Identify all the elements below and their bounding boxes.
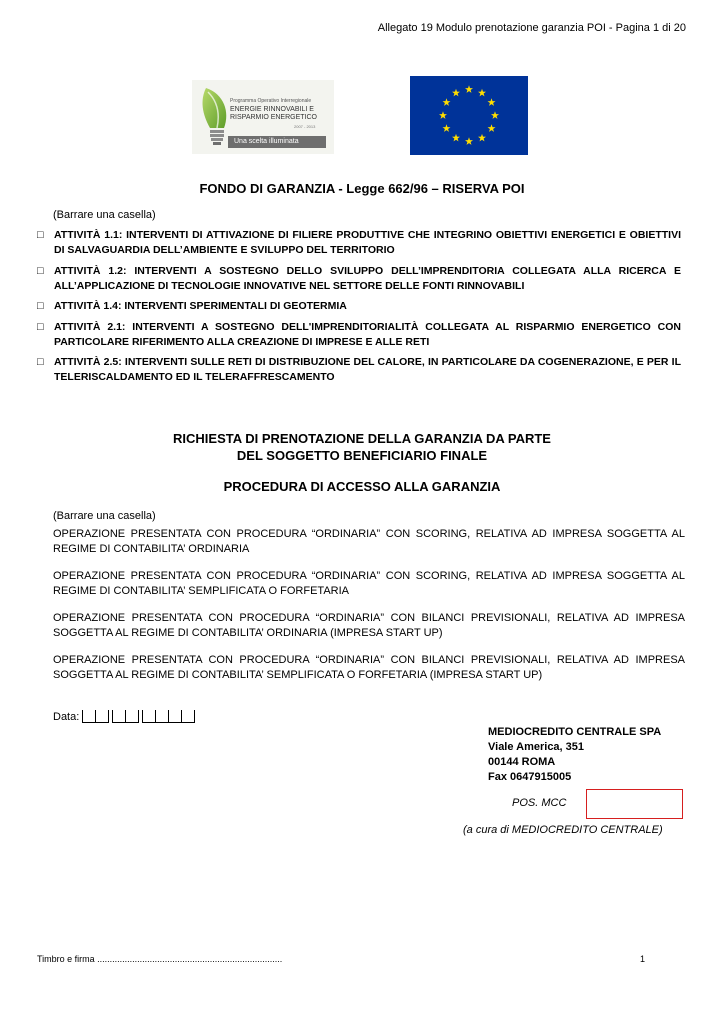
- eu-star-icon: [478, 89, 486, 97]
- checkbox[interactable]: □: [37, 356, 44, 368]
- date-cell[interactable]: [95, 710, 109, 723]
- activity-option-1-1[interactable]: [37, 228, 681, 258]
- eu-star-icon: [488, 98, 496, 106]
- richiesta-title-line1: RICHIESTA DI PRENOTAZIONE DELLA GARANZIA DA PARTE: [173, 431, 551, 446]
- address-company: MEDIOCREDITO CENTRALE SPA: [488, 726, 662, 738]
- poi-logo-name-line1: ENERGIE RINNOVABILI E: [230, 106, 314, 113]
- activity-option-1-2[interactable]: [37, 264, 681, 294]
- eu-star-icon: [442, 124, 450, 132]
- activity-label: ATTIVITÀ 1.2: INTERVENTI A SOSTEGNO DELLO SVILUPPO DELL’IMPRENDITORIA COLLEGATA ALLA RICERCA E ALL’APPLICAZIONE DI TECNOLOGIE INNOVATIVE NEL SETTORE DELLE FONTI RINNOVABILI: [54, 265, 681, 292]
- eu-star-icon: [491, 111, 499, 119]
- checkbox[interactable]: □: [37, 321, 44, 333]
- pos-mcc-note: (a cura di MEDIOCREDITO CENTRALE): [463, 824, 663, 836]
- fondo-garanzia-title: FONDO DI GARANZIA - Legge 662/96 – RISERVA POI: [199, 181, 525, 196]
- date-field[interactable]: [53, 710, 195, 723]
- poi-logo-name: [230, 106, 317, 122]
- date-cell[interactable]: [181, 710, 195, 723]
- activity-label: ATTIVITÀ 2.1: INTERVENTI A SOSTEGNO DELL'IMPRENDITORIALITÀ COLLEGATA AL RISPARMIO ENERGETICO CON PARTICOLARE RIFERIMENTO ALLA CREAZIONE DI IMPRESE E ALLE RETI: [54, 321, 681, 348]
- operation-option-2[interactable]: OPERAZIONE PRESENTATA CON PROCEDURA “ORDINARIA” CON SCORING, RELATIVA AD IMPRESA SOGGETTA AL REGIME DI CONTABILITA’ SEMPLIFICATA O FORFETARIA: [53, 570, 685, 597]
- signature-line: Timbro e firma ..........................................................................: [37, 954, 283, 964]
- address-fax: Fax 0647915005: [488, 771, 572, 783]
- eu-star-icon: [488, 124, 496, 132]
- eu-flag-logo: [410, 76, 528, 155]
- lightbulb-leaf-icon: [198, 84, 232, 150]
- poi-logo-name-line2: RISPARMIO ENERGETICO: [230, 114, 317, 121]
- poi-logo-program: Programma Operativo Interregionale: [230, 98, 312, 104]
- address-street: Viale America, 351: [488, 741, 585, 753]
- address-city: 00144 ROMA: [488, 756, 556, 768]
- richiesta-title-line2: DEL SOGGETTO BENEFICIARIO FINALE: [236, 448, 488, 463]
- activity-label: ATTIVITÀ 2.5: INTERVENTI SULLE RETI DI DISTRIBUZIONE DEL CALORE, IN PARTICOLARE DA COGENERAZIONE, E PER IL TELERISCALDAMENTO ED IL TELERAFFRESCAMENTO: [54, 356, 681, 383]
- eu-star-icon: [465, 85, 473, 93]
- checkbox[interactable]: □: [37, 265, 44, 277]
- eu-star-icon: [452, 89, 460, 97]
- date-cell[interactable]: [142, 710, 155, 723]
- activity-option-1-4[interactable]: [37, 299, 681, 314]
- date-label: Data:: [53, 711, 80, 723]
- pos-mcc-label: POS. MCC: [512, 797, 567, 809]
- date-year-boxes[interactable]: [142, 710, 195, 723]
- checkbox[interactable]: □: [37, 300, 44, 312]
- date-cell[interactable]: [112, 710, 125, 723]
- section2-instruction: (Barrare una casella): [53, 510, 156, 522]
- recipient-address: [488, 725, 661, 785]
- date-cell[interactable]: [168, 710, 181, 723]
- poi-logo-tagline: Una scelta illuminata: [228, 136, 326, 148]
- procedura-title: PROCEDURA DI ACCESSO ALLA GARANZIA: [223, 479, 501, 494]
- poi-logo-years: 2007 - 2013: [294, 124, 316, 129]
- operation-option-1[interactable]: OPERAZIONE PRESENTATA CON PROCEDURA “ORDINARIA” CON SCORING, RELATIVA AD IMPRESA SOGGETTA AL REGIME DI CONTABILITA’ ORDINARIA: [53, 528, 685, 555]
- eu-star-icon: [452, 134, 460, 142]
- eu-star-icon: [442, 98, 450, 106]
- date-day-boxes[interactable]: [82, 710, 109, 723]
- header-page-note: Allegato 19 Modulo prenotazione garanzia POI - Pagina 1 di 20: [377, 22, 686, 34]
- operation-option-3[interactable]: OPERAZIONE PRESENTATA CON PROCEDURA “ORDINARIA” CON BILANCI PREVISIONALI, RELATIVA AD IMPRESA SOGGETTA AL REGIME DI CONTABILITA’ ORDINARIA (IMPRESA START UP): [53, 612, 685, 639]
- activity-option-2-5[interactable]: [37, 355, 681, 385]
- eu-stars-icon: [410, 76, 528, 155]
- activity-label: ATTIVITÀ 1.1: INTERVENTI DI ATTIVAZIONE DI FILIERE PRODUTTIVE CHE INTEGRINO OBIETTIVI ENERGETICI E OBIETTIVI DI SALVAGUARDIA DELL’AMBIENTE E SVILUPPO DEL TERRITORIO: [54, 229, 681, 256]
- section1-instruction: (Barrare una casella): [53, 209, 156, 221]
- pos-mcc-box[interactable]: [586, 789, 683, 819]
- date-month-boxes[interactable]: [112, 710, 139, 723]
- poi-energie-rinnovabili-logo: [192, 80, 334, 154]
- checkbox[interactable]: □: [37, 229, 44, 241]
- activity-option-2-1[interactable]: [37, 320, 681, 350]
- page-number: 1: [640, 954, 646, 964]
- eu-star-icon: [465, 137, 473, 145]
- date-cell[interactable]: [125, 710, 139, 723]
- eu-star-icon: [439, 111, 447, 119]
- eu-star-icon: [478, 134, 486, 142]
- date-cell[interactable]: [82, 710, 95, 723]
- date-cell[interactable]: [155, 710, 168, 723]
- activity-label: ATTIVITÀ 1.4: INTERVENTI SPERIMENTALI DI GEOTERMIA: [54, 300, 347, 312]
- operation-option-4[interactable]: OPERAZIONE PRESENTATA CON PROCEDURA “ORDINARIA” CON BILANCI PREVISIONALI, RELATIVA AD IMPRESA SOGGETTA AL REGIME DI CONTABILITA’ SEMPLIFICATA O FORFETARIA (IMPRESA START UP): [53, 654, 685, 681]
